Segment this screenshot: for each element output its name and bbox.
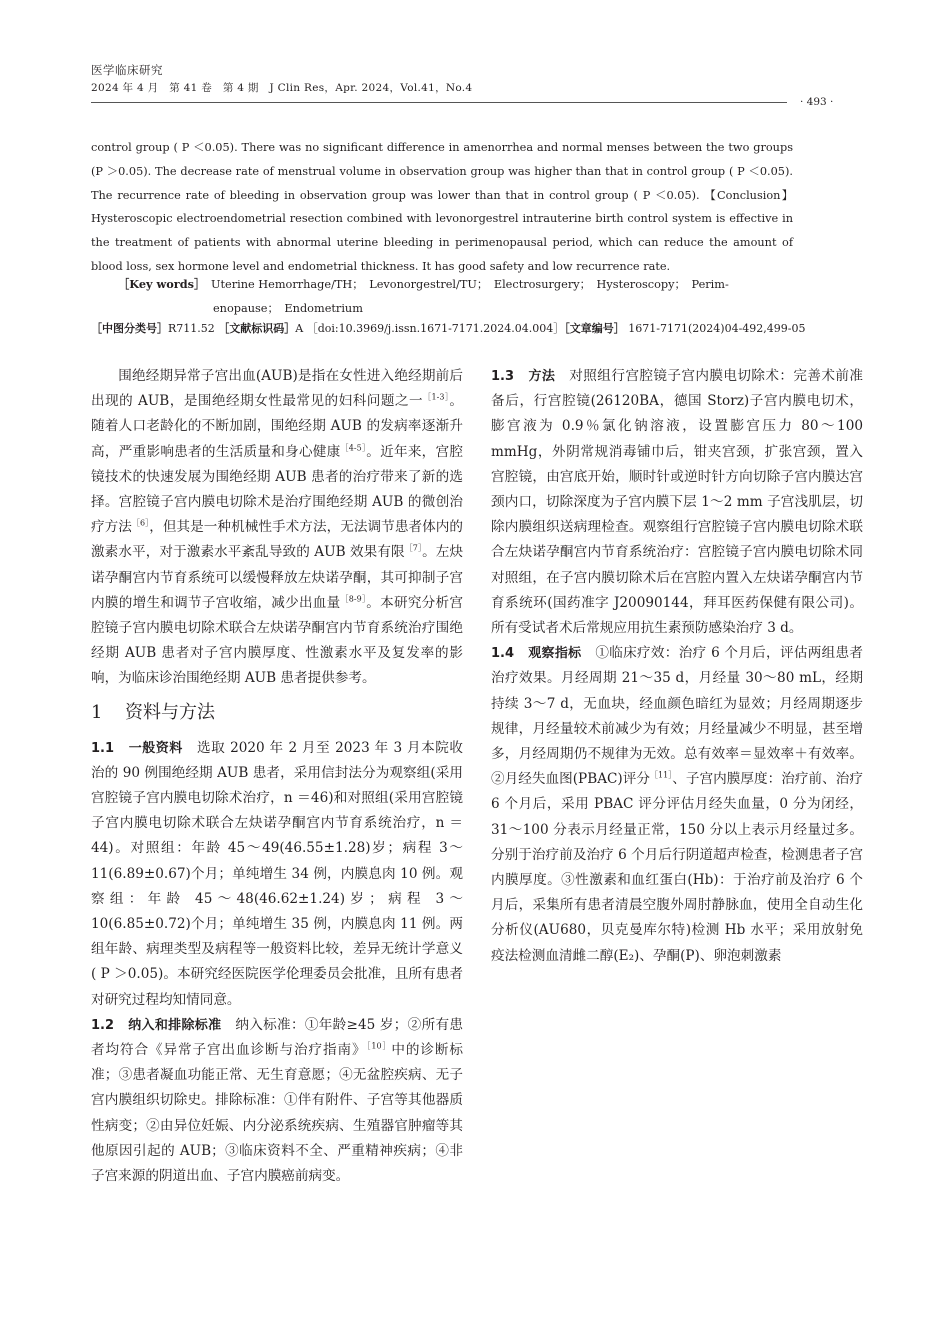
s13-title: 方法 [528,369,556,384]
section-1-number: 1 [91,701,103,723]
intro-text-1: 围绝经期异常子宫出血(AUB)是指在女性进入绝经期前后出现的 AUB，是围绝经期女性最常见的妇科问题之一 [91,368,463,410]
intro-text-2: 。随着人口老龄化的不断加剧，围绝经期 AUB 的发病率逐渐升高，严重影响患者的生活质量和身心健康 [91,393,463,460]
issue-info: 2024 年 4 月 第 41 卷 第 4 期 J Clin Res，Apr. 2024，Vol.41，No.4 [91,82,473,94]
citation-8-9: ［8-9］ [340,594,367,604]
s13-text: 对照组行宫腔镜子宫内膜电切除术：完善术前准备后，行宫腔镜(26120BA，德国 Storz)子宫内膜电切术，膨宫液为 0.9％氯化钠溶液，设置膨宫压力 80～100 mmHg，外阴常规消毒铺巾后，钳夹宫颈，扩张宫颈，置入宫腔镜，由宫底开始，顺时针或逆时针方向切除子宫内膜达宫颈内口，切除深度为子宫内膜下层 1～2 mm 子宫浅肌层，切除内膜组织送病理检查。观察组行宫腔镜子宫内膜电切除术联合左炔诺孕酮宫内节育系统治疗：宫腔镜子宫内膜电切除术同对照组，在子宫内膜切除术后在宫腔内置入左炔诺孕酮宫内节育系统环(国药准字 J20090144，拜耳医药保健有限公司)。所有受试者术后常规应用抗生素预防感染治疗 3 d。 [491,368,864,637]
intro-text-4: ，但其是一种机械性手术方法，无法调节患者体内的激素水平，对于激素水平紊乱导致的 AUB 效果有限 [91,519,464,561]
keywords-label: ［Key words］ [118,277,200,291]
doc-label: ［文献标识码］ [218,322,296,335]
s13-number: 1.3 [491,369,515,384]
section-1-4 [491,641,863,969]
s14-title: 观察指标 [528,646,582,662]
intro-text-6: 。本研究分析宫腔镜子宫内膜电切除术联合左炔诺孕酮宫内节育系统治疗围绝经期 AUB 患者对子宫内膜厚度、性激素水平及复发率的影响，为临床诊治围绝经期 AUB 患者提供参考。 [91,594,464,687]
s12-title: 纳入和排除标准 [128,1017,222,1033]
s14-number: 1.4 [491,646,515,662]
section-1-title: 资料与方法 [125,701,215,723]
keywords-line2: enopause； Endometrium [213,301,363,315]
english-abstract: control group ( P ＜0.05). There was no significant difference in amenorrhea and normal menses between the two groups (P ＞0.05). The decrease rate of menstrual volume in observation group was higher than that in control group ( P ＜0.05). The recurrence rate of bleeding in observation group was lower than that in control group ( P ＜0.05). 【Conclusion】Hysteroscopic electroendometrial resection combined with levonorgestrel intrauterine birth control system is effective in the treatment of patients with abnormal uterine bleeding in perimenopausal period, which can reduce the amount of blood loss, sex hormone level and endometrial thickness. It has good safety and low recurrence rate. [91,141,793,273]
left-column [91,364,463,1189]
citation-7: ［7］ [404,543,423,553]
intro-text-3: 。近年来，宫腔镜技术的快速发展为围绝经期 AUB 患者的治疗带来了新的选择。宫腔镜子宫内膜电切除术是治疗围绝经期 AUB 的微创治疗方法 [91,443,464,536]
citation-4-5: ［4-5］ [340,443,367,453]
s12-number: 1.2 [91,1017,115,1033]
s12-text-b: 中的诊断标准；③患者凝血功能正常、无生育意愿；④无盆腔疾病、无子宫内膜组织切除史。排除标准：①伴有附件、子宫等其他器质性病变；②由异位妊娠、内分泌系统疾病、生殖器官肿瘤等其他原因引起的 AUB；③临床资料不全、严重精神疾病；④非子宫来源的阴道出血、子宫内膜癌前病变。 [91,1042,463,1185]
section-1-1 [91,736,463,1013]
s14-text-b: 、子宫内膜厚度：治疗前、治疗 6 个月后，采用 PBAC 评分评估月经失血量，0 分为闭经，31～100 分表示月经量正常，150 分以上表示月经量过多。分别于治疗前及治疗 6 个月后行阴道超声检查，检测患者子宫内膜厚度。③性激素和血红蛋白(Hb)：于治疗前及治疗 6 个月后，采集所有患者清晨空腹外周肘静脉血，使用全自动生化分析仪(AU680，贝克曼库尔特)检测 Hb 水平；采用放射免疫法检测血清雌二醇(E₂)、孕酮(P)、卵泡刺激素 [491,771,863,964]
classification-line [91,319,851,339]
article-value: 1671-7171(2024)04-492,499-05 [628,322,806,335]
article-label: ［文章编号］ [564,322,625,335]
journal-name: 医学临床研究 [91,63,163,77]
clc-value: R711.52 [168,322,215,335]
citation-10: ［10］ [366,1041,392,1051]
citation-6: ［6］ [131,518,150,528]
doc-value: A ［doi:10.3969/j.issn.1671-7171.2024.04.004］ [295,322,565,335]
section-1-2 [91,1013,463,1189]
section-1-3 [491,364,863,641]
keywords-line1: Uterine Hemorrhage/TH； Levonorgestrel/TU； Electrosurgery； Hysteroscopy； Perim- [210,278,729,291]
intro-paragraph [91,364,463,692]
clc-label: ［中图分类号］ [91,322,168,335]
citation-1-3: ［1-3］ [423,392,450,402]
s11-number: 1.1 [91,740,115,756]
keywords [118,273,794,321]
section-1-heading [91,698,463,728]
page-number: · 493 · [800,96,834,108]
s11-title: 一般资料 [128,740,183,756]
s11-text: 选取 2020 年 2 月至 2023 年 3 月本院收治的 90 例围绝经期 AUB 患者，采用信封法分为观察组(采用宫腔镜子宫内膜电切除术治疗，n ＝46)和对照组(采用宫腔镜子宫内膜电切除术联合左炔诺孕酮宫内节育系统治疗，n ＝44)。对照组：年龄 45～49(46.55±1.28)岁；病程 3～11(6.89±0.67)个月；单纯增生 34 例，内膜息肉 10 例。观察组：年龄 45～48(46.62±1.24)岁；病程 3～10(6.85±0.72)个月；单纯增生 35 例，内膜息肉 11 例。两组年龄、病理类型及病程等一般资料比较，差异无统计学意义 ( P ＞0.05)。本研究经医院医学伦理委员会批准，且所有患者对研究过程均知情同意。 [91,739,464,1008]
s14-text-a: ①临床疗效：治疗 6 个月后，评估两组患者治疗效果。月经周期 21～35 d，月经量 30～80 mL，经期持续 3～7 d，无血块，经血颜色暗红为显效；月经周期逐步规律，月经量较术前减少为有效；月经量减少不明显，甚至增多，月经周期仍不规律为无效。总有效率＝显效率＋有效率。②月经失血图(PBAC)评分 [491,645,864,788]
intro-text-5: 。左炔诺孕酮宫内节育系统可以缓慢释放左炔诺孕酮，其可抑制子宫内膜的增生和调节子宫收缩，减少出血量 [91,544,464,611]
s12-text-a: 纳入标准：①年龄≥45 岁；②所有患者均符合《异常子宫出血诊断与治疗指南》 [91,1016,463,1059]
header-rule [91,102,787,103]
right-column [491,364,863,969]
citation-11: ［11］ [650,770,673,780]
